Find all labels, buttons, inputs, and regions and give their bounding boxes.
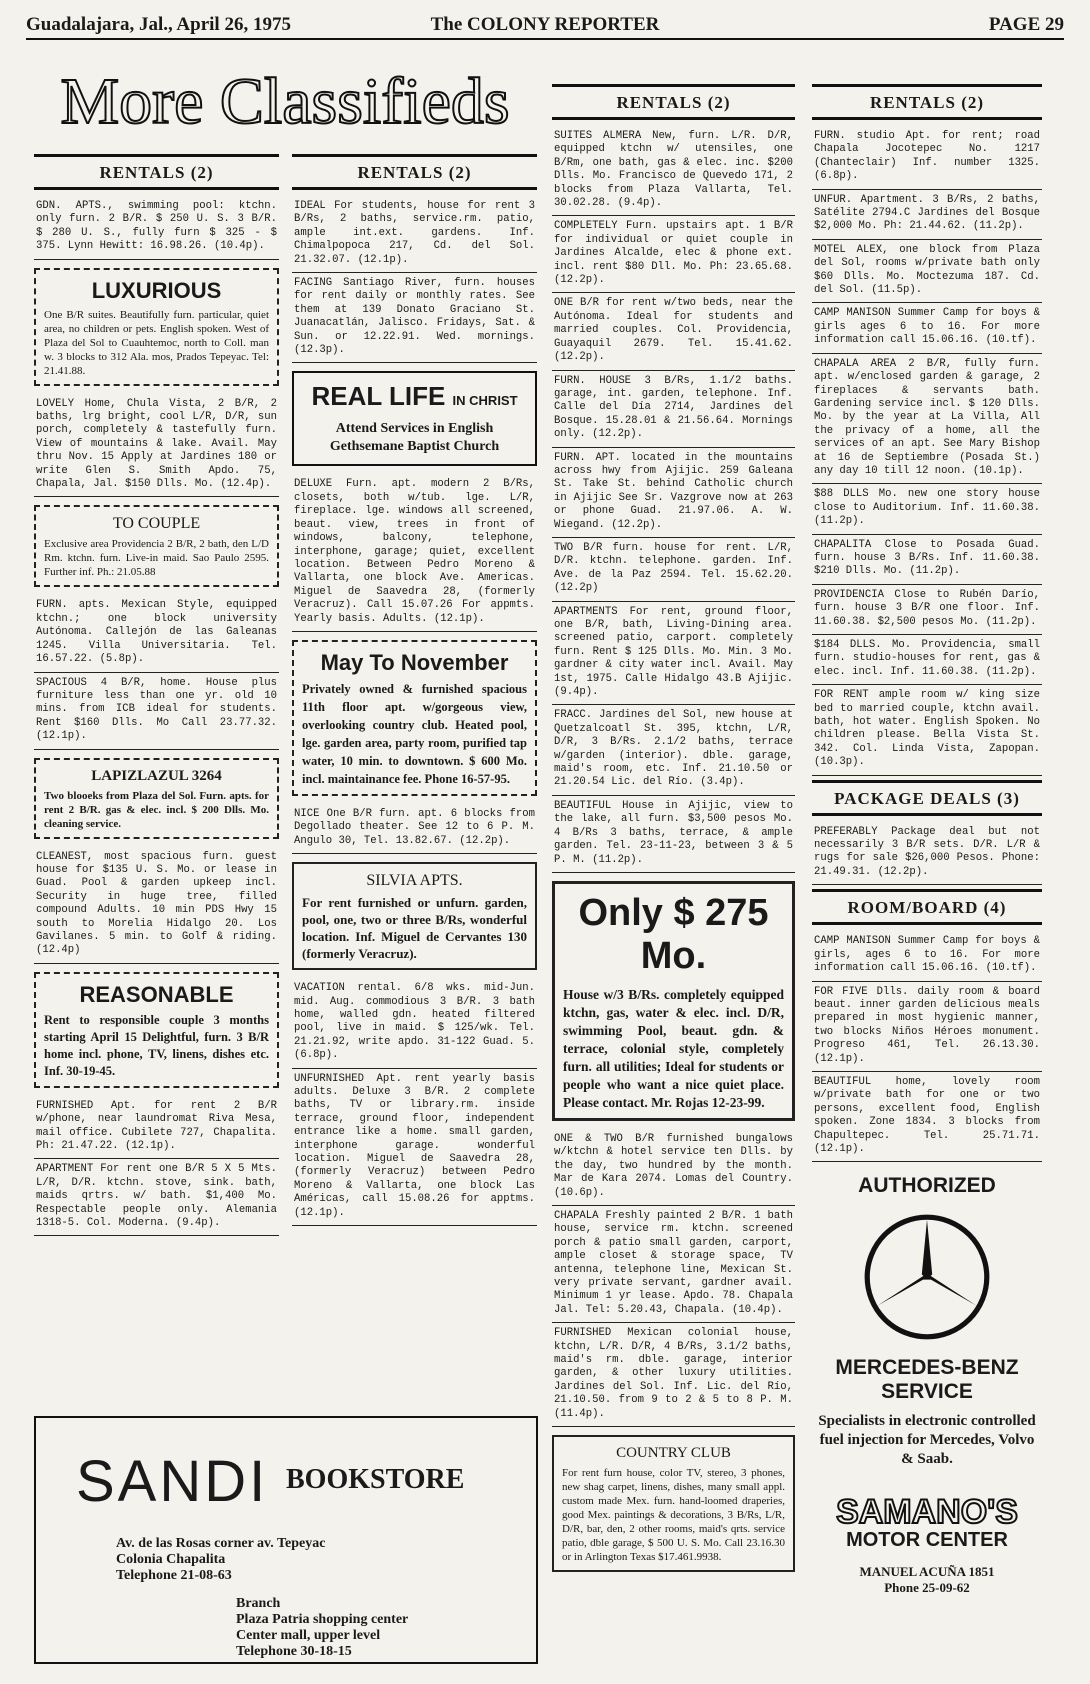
- classified-ad: FACING Santiago River, furn. houses for rent daily or monthly rates. See them at 139 Donato Graciano St. Juanacatlán, Jalisco. Fridays, Sat. & Sun. or 12.22.91. Wed. mornings. (12.3p).: [292, 273, 537, 363]
- classified-ad: UNFUR. Apartment. 3 B/Rs, 2 baths, Satélite 2794.C Jardines del Bosque $2,000 Mo. Ph: 21.44.62. (11.2p).: [812, 190, 1042, 240]
- classified-ad: $184 DLLS. Mo. Providencia, small furn. studio-houses for rent, gas & elec. incl. Inf. 11.60.38. (11.2p).: [812, 635, 1042, 685]
- column-1: [34, 150, 279, 1236]
- dealer-address: MANUEL ACUÑA 1851 Phone 25-09-62: [859, 1564, 995, 1596]
- classified-ad: VACATION rental. 6/8 wks. mid-Jun. mid. Aug. commodious 3 B/R. 3 bath home, walled gdn. heated filtered pool, live in maid. $ 125/wk. Tel. 21.21.92, write apdo. 31-122 Guad. 5. (6.8p).: [292, 978, 537, 1068]
- dateline: Guadalajara, Jal., April 26, 1975: [26, 14, 291, 35]
- display-ad: [292, 640, 537, 796]
- classified-ad: FURN. apts. Mexican Style, equipped ktchn.; one block university Autónoma. Callejón de las Galeanas 1245. Villa Universitaria. Tel. 16.57.22. (5.8p).: [34, 595, 279, 672]
- section-heading: RENTALS (2): [292, 154, 537, 190]
- classified-ad: SPACIOUS 4 B/R, home. House plus furniture less than one yr. old 10 mins. from ICB ideal for students. Rent $160 Dlls. Mo Call 23.77.32. (12.1p).: [34, 673, 279, 750]
- page-number: PAGE 29: [988, 14, 1064, 35]
- classified-ad: MOTEL ALEX, one block from Plaza del Sol, rooms w/private bath only $60 Dlls. Mo. Moctezuma 187. Cd. del Sol. (11.5p).: [812, 240, 1042, 304]
- section-heading: RENTALS (2): [34, 154, 279, 190]
- classified-ad: $88 DLLS Mo. new one story house close to Auditorium. Inf. 11.60.38. (11.2p).: [812, 484, 1042, 534]
- ad-body: Specialists in electronic controlled fuel injection for Mercedes, Volvo & Saab.: [818, 1413, 1036, 1468]
- classified-ad: BEAUTIFUL House in Ajijic, view to the lake, all furn. $3,500 pesos Mo. 4 B/Rs 3 baths, terrace, & ample garden. Tel. 23-11-23, between 3 & 5 P. M. (11.2p).: [552, 796, 795, 873]
- classified-ad: CAMP MANISON Summer Camp for boys & girls ages 6 to 16. For more information call 15.06.16. (10.tf).: [812, 303, 1042, 353]
- classified-ad: NICE One B/R furn. apt. 6 blocks from Degollado theater. See 12 to 6 P. M. Angulo 30, Tel. 13.82.67. (12.2p).: [292, 804, 537, 854]
- classified-ad: FRACC. Jardines del Sol, new house at Quetzalcoatl St. 395, ktchn, L/R, D/R, 3 B/Rs. 2.1/2 baths, terrace w/garden (interior). dble. garage, maid's room, etc. Inf. 21.10.50 or 21.20.54 Lic. del Río. (3.4p).: [552, 705, 795, 795]
- ad-body: One B/R suites. Beautifully furn. particular, quiet area, no children or pets. English spoken. West of Plaza del Sol to Cuauhtemoc, north to Coll. man w. 3 blocks to 312 Ala. mos, Prados Tepeyac. Tel: 21.41.88.: [44, 308, 269, 377]
- church-ad: [292, 371, 537, 466]
- ad-title: AUTHORIZED: [858, 1174, 996, 1198]
- classified-ad: APARTMENTS For rent, ground floor, one B/R, bath, Living-Dining area. screened patio, carport. completely furn. Rent $ 125 Dlls. Mo. Min. 3 Mo. gardner & city water incl. Avail. May 1st, 1975. Calle Hidalgo 43.B Ajijic. (9.4p).: [552, 602, 795, 706]
- classified-ad: IDEAL For students, house for rent 3 B/Rs, 2 baths, service.rm. patio, ample int.ext. gardens. Inf. Chimalpopoca 217, Cd. del Sol. 21.32.07. (12.1p).: [292, 196, 537, 273]
- classified-ad: TWO B/R furn. house for rent. L/R, D/R. ktchn. telephone. garden. Inf. Ave. de la Paz 2594. Tel. 15.62.20. (12.2p): [552, 538, 795, 602]
- classified-ad: CHAPALA AREA 2 B/R, fully furn. apt. w/enclosed garden & garage, 2 fireplaces & servants bath. Gardening service incl. $ 120 Dlls. Mo. by the year at La Villa, All the privacy of a home, all the services of an apt. See Mary Bishop at 16 de Septiembre (Posada St.) any day 10 till 12 noon. (10.1p).: [812, 354, 1042, 485]
- classified-ad: ONE & TWO B/R furnished bungalows w/ktchn & hotel service ten Dlls. by the day, two hundred by the month. Mar de Kara 2074. Lomas del Country. (10.6p).: [552, 1129, 795, 1206]
- section-heading: PACKAGE DEALS (3): [812, 780, 1042, 816]
- classified-ad: CLEANEST, most spacious furn. guest house for $135 U. S. Mo. or lease in Guad. Pool & garden upkeep incl. Security in huge tree, filled compound Adults. 10 min PDS Hwy 15 south to Morelia Hidalgo 20. Los Gavilanes. 5 min. to Golf & riding. (12.4p): [34, 847, 279, 964]
- classified-ad: LOVELY Home, Chula Vista, 2 B/R, 2 baths, lrg bright, cool L/R, D/R, sun porch, completely & tastefully furn. View of mountains & lake. Avail. May thru Nov. 15 Apply at Jardines 180 or write Glen S. Smith Apdo. 75, Chapala, Jal. $150 Dlls. Mo. (12.4p).: [34, 394, 279, 498]
- bookstore-title: BOOKSTORE: [286, 1464, 465, 1495]
- classified-ad: FURNISHED Mexican colonial house, ktchn, L/R. D/R, 4 B/Rs, 3.1/2 baths, maid's rm. dble. garage, interior garden, & other luxury utilities. Jardines del Sol. Inf. Lic. del Río, 21.10.50. from 9 to 2 & 5 to 8 P. M. (11.4p).: [552, 1323, 795, 1427]
- classified-ad: ONE B/R for rent w/two beds, near the Autónoma. Ideal for students and married couples. Col. Providencia, Guayaquil 2679. Tel. 15.41.62. (12.2p).: [552, 293, 795, 370]
- classified-ad: GDN. APTS., swimming pool: ktchn. only furn. 2 B/R. $ 250 U. S. 3 B/R. $ 280 U. S., fully furn $ 325 - $ 375. Lynn Hewitt: 16.98.26. (10.4p).: [34, 196, 279, 260]
- bookstore-address: Av. de las Rosas corner av. Tepeyac Colonia Chapalita Telephone 21-08-63: [116, 1536, 326, 1583]
- newspaper-name: The COLONY REPORTER: [430, 14, 660, 35]
- ad-body: Two blooeks from Plaza del Sol. Furn. apts. for rent 2 B/R. gas & elec. incl. $ 200 Dlls. Mo. cleaning service.: [44, 789, 269, 830]
- ad-body: Rent to responsible couple 3 months starting April 15 Delightful, furn. 3 B/R home incl. phone, TV, linens, dishes etc. Inf. 30-19-45.: [44, 1012, 269, 1078]
- bookstore-branch: Branch Plaza Patria shopping center Center mall, upper level Telephone 30-18-15: [236, 1596, 409, 1659]
- classified-ad: FURN. studio Apt. for rent; road Chapala Jocotepec No. 1217 (Chanteclair) Inf. number 1325. (6.8p).: [812, 126, 1042, 190]
- ad-body: For rent furnished or unfurn. garden, pool, one, two or three B/Rs, wonderful location. Inf. Miguel de Cervantes 130 (formerly Veracruz).: [302, 895, 527, 962]
- ad-title: LAPIZLAZUL 3264: [91, 767, 222, 784]
- church-text: Attend Services in English Gethsemane Baptist Church: [329, 421, 500, 455]
- section-heading: RENTALS (2): [812, 84, 1042, 120]
- classified-ad: PROVIDENCIA Close to Rubén Darío, furn. house 3 B/R one floor. Inf. 11.60.38. $2,500 pesos Mo. (11.2p).: [812, 585, 1042, 635]
- classified-ad: FURNISHED Apt. for rent 2 B/R w/phone, near laundromat Riva Mesa, mail office. Cubilete 727, Chapalita. Ph: 21.47.22. (12.1p).: [34, 1096, 279, 1160]
- display-ad: [34, 505, 279, 587]
- display-ad: [292, 862, 537, 970]
- classified-ad: FURN. APT. located in the mountains across hwy from Ajijic. 259 Galeana St. Take St. behind Catholic church in Ajijic See Sr. Vazgrove now at 263 or phone Guad. 21.97.06. A. W. Wiegand. (12.2p).: [552, 448, 795, 538]
- classified-ad: CHAPALA Freshly painted 2 B/R. 1 bath house, service rm. ktchn. screened porch & patio small garden, carport, ample closet & storage space, TV antenna, telephone line, Mexican St. very private servant, gardner avail. Minimum 1 yr lease. Apdo. 78. Chapala Jal. Tel: 5.20.43, Chapala. (10.4p).: [552, 1206, 795, 1323]
- classified-ad: UNFURNISHED Apt. rent yearly basis adults. Deluxe 3 B/R. 2 complete baths, TV or library.rm. inside terrace, ground floor, independent entrance like a home. small garden, interphone garage. wonderful location. Miguel de Saavedra 28, (formerly Veracruz) between Pedro Moreno & Vallarta, one block Las Américas, call 15.08.26 for apptms. (12.1p).: [292, 1069, 537, 1226]
- display-ad: [552, 1435, 795, 1572]
- display-ad: [34, 972, 279, 1088]
- display-ad: [552, 881, 795, 1121]
- ad-title: May To November: [320, 649, 509, 675]
- classified-ad: BEAUTIFUL home, lovely room w/private bath for one or two persons, excellent food, English spoken. Zone 1834. 3 blocks from Chapultepec. Tel. 25.71.71. (12.1p).: [812, 1072, 1042, 1162]
- ad-body: For rent furn house, color TV, stereo, 3 phones, new shag carpet, linens, dishes, many small appl. custom made Mex. furn. hand-loomed draperies, good Mex. paintings & decorations, 3 B/Rs, L/R, D/R, bar, den, 2 other rooms, maid's qrts. service patio, dble garage, $ 500 U. S. Mo. Call 23.16.30 or in Arlington Texas $17.461.9938.: [562, 1467, 785, 1564]
- section-heading: ROOM/BOARD (4): [812, 889, 1042, 925]
- mercedes-star-icon: [862, 1212, 992, 1342]
- ad-title: REASONABLE: [79, 981, 234, 1007]
- bookstore-logo: SANDI: [76, 1449, 269, 1514]
- ad-body: Privately owned & furnished spacious 11th floor apt. w/gorgeous view, overlooking country club. Heated pool, lge. garden area, party room, purified tap water, 10 min. to downtown. $ 600 Mo. incl. maintainance fee. Phone 16-57-95.: [302, 681, 527, 786]
- classified-ad: DELUXE Furn. apt. modern 2 B/Rs, closets, both w/tub. lge. L/R, fireplace. lge. windows all screened, beaut. view, trees in front of windows, balcony, telephone, interphone, garage; quiet, excellent location. Between Pedro Moreno & Vallarta, one block Ave. Americas. Miguel de Saavedra 28, (formerly Veracruz). Call 15.07.26 For appmts. Yearly basis. Adults. (12.1p).: [292, 474, 537, 631]
- ad-title: Only $ 275 Mo.: [578, 891, 769, 977]
- page-header: [26, 14, 1064, 40]
- section-banner: More Classifieds: [60, 65, 510, 138]
- column-4: [812, 80, 1042, 1596]
- classified-ad: SUITES ALMERA New, furn. L/R. D/R, equipped ktchn w/ utensiles, one B/Rm, one bath, gas & elec. inc. $200 Dlls. Mo. Francisco de Quevedo 171, 2 blocks from Plaza Vallarta, Tel. 30.02.28. (9.4p).: [552, 126, 795, 216]
- brand-name: MERCEDES-BENZ SERVICE: [835, 1356, 1019, 1404]
- ad-title: LUXURIOUS: [91, 277, 222, 303]
- classified-ad: FOR RENT ample room w/ king size bed to married couple, ktchn avail. bath, hot water. English Spoken. No children please. Bella Vista St. 342. Col. Linda Vista, Zapopan. (10.3p).: [812, 685, 1042, 775]
- column-2: [292, 150, 537, 1226]
- classified-ad: COMPLETELY Furn. upstairs apt. 1 B/R for individual or quiet couple in Jardines Alcalde, elec & phone ext. incl. rent $80 Dll. Mo. Ph: 23.65.68. (12.2p).: [552, 216, 795, 293]
- classified-ad: CHAPALITA Close to Posada Guad. furn. house 3 B/Rs. Inf. 11.60.38. $210 Dlls. Mo. (11.2p).: [812, 535, 1042, 585]
- ad-title: TO COUPLE: [112, 515, 201, 533]
- classified-ad: APARTMENT For rent one B/R 5 X 5 Mts. L/R, D/R. ktchn. stove, sink. bath, maids qrtrs. w/ bath. $1,400 Mo. Respectable people only. Alemania 1318-5. Col. Moderna. (9.4p).: [34, 1159, 279, 1236]
- classified-ad: PREFERABLY Package deal but not necessarily 3 B/R sets. D/R. L/R & rugs for sale $26,000 Pesos. Phone: 21.49.31. (12.2p).: [812, 822, 1042, 886]
- ad-title: SILVIA APTS.: [366, 872, 463, 890]
- classified-ad: FOR FIVE Dlls. daily room & board beaut. inner garden delicious meals prepared in most hygienic manner, two blocks Niños Héroes monument. Progreso 461, Tel. 26.13.30. (12.1p).: [812, 982, 1042, 1072]
- display-ad: [34, 268, 279, 386]
- mercedes-ad: [812, 1174, 1042, 1596]
- sandi-bookstore-ad: [34, 1416, 538, 1664]
- ad-body: Exclusive area Providencia 2 B/R, 2 bath, den L/D Rm. ktchn. furn. Live-in maid. Sao Paulo 2595. Further inf. Ph.: 21.05.88: [44, 538, 269, 579]
- ad-body: House w/3 B/Rs. completely equipped ktchn, gas, water & elec. incl. D/R, swimming Pool, beaut. gdn. & terrace, colonial style, completely furn. all utilities; Ideal for students or people who want a nice quiet place. Please contact. Mr. Rojas 12-23-99.: [563, 986, 784, 1110]
- classified-ad: FURN. HOUSE 3 B/Rs, 1.1/2 baths. garage, int. garden, telephone. Inf. Calle del Día 2714, Jardines del Bosque. 15.28.01 & 21.56.64. Mornings only. (12.2p).: [552, 371, 795, 448]
- classified-ad: CAMP MANISON Summer Camp for boys & girls, ages 6 to 16. For more information call 15.06.16. (10.tf).: [812, 931, 1042, 981]
- ad-title: COUNTRY CLUB: [616, 1445, 731, 1462]
- dealer-logo: SAMANO'S: [836, 1493, 1018, 1532]
- dealer-logo-sub: MOTOR CENTER: [846, 1529, 1008, 1552]
- section-heading: RENTALS (2): [552, 84, 795, 120]
- church-logo: REAL LIFE IN CHRIST: [311, 381, 518, 412]
- display-ad: [34, 758, 279, 839]
- column-3: [552, 80, 795, 1580]
